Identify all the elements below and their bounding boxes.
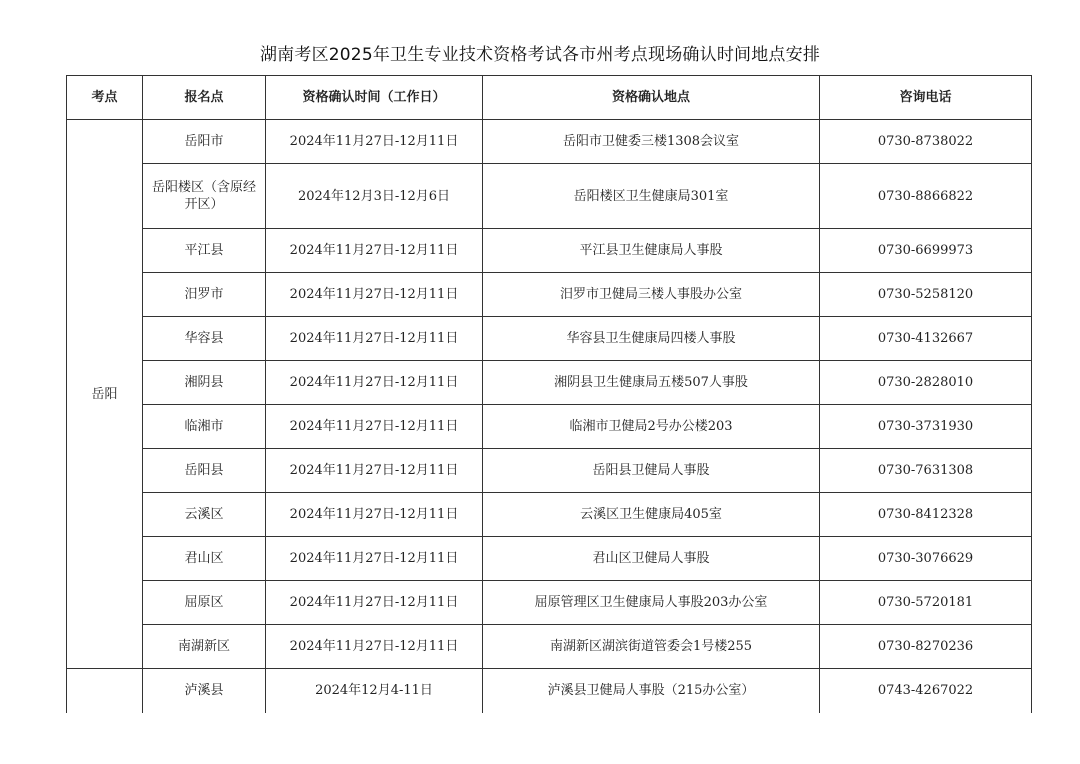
schedule-table — [66, 75, 1032, 713]
site-cell-next — [67, 669, 143, 713]
site-cell-yueyang: 岳阳 — [67, 120, 143, 669]
table-row — [67, 361, 1032, 405]
confirm-time: 2024年11月27日-12月11日 — [266, 229, 483, 273]
table-row — [67, 669, 1032, 713]
table-row — [67, 625, 1032, 669]
table-row — [67, 405, 1032, 449]
phone: 0730-8738022 — [820, 120, 1032, 164]
confirm-place: 岳阳楼区卫生健康局301室 — [483, 164, 820, 229]
registration-point: 湘阴县 — [143, 361, 266, 405]
registration-point: 屈原区 — [143, 581, 266, 625]
table-row — [67, 164, 1032, 229]
confirm-place: 泸溪县卫健局人事股（215办公室） — [483, 669, 820, 713]
confirm-time: 2024年11月27日-12月11日 — [266, 120, 483, 164]
confirm-time: 2024年11月27日-12月11日 — [266, 493, 483, 537]
table-row — [67, 581, 1032, 625]
registration-point: 泸溪县 — [143, 669, 266, 713]
confirm-place: 平江县卫生健康局人事股 — [483, 229, 820, 273]
confirm-place: 汨罗市卫健局三楼人事股办公室 — [483, 273, 820, 317]
table-row — [67, 273, 1032, 317]
confirm-place: 屈原管理区卫生健康局人事股203办公室 — [483, 581, 820, 625]
header-confirm-time: 资格确认时间（工作日） — [266, 76, 483, 120]
header-site: 考点 — [67, 76, 143, 120]
phone: 0730-7631308 — [820, 449, 1032, 493]
confirm-place: 临湘市卫健局2号办公楼203 — [483, 405, 820, 449]
registration-point: 临湘市 — [143, 405, 266, 449]
table-row — [67, 120, 1032, 164]
table-row — [67, 317, 1032, 361]
confirm-time: 2024年11月27日-12月11日 — [266, 405, 483, 449]
confirm-place: 君山区卫健局人事股 — [483, 537, 820, 581]
phone: 0743-4267022 — [820, 669, 1032, 713]
phone: 0730-5720181 — [820, 581, 1032, 625]
confirm-time: 2024年12月4-11日 — [266, 669, 483, 713]
confirm-time: 2024年11月27日-12月11日 — [266, 625, 483, 669]
phone: 0730-8412328 — [820, 493, 1032, 537]
confirm-time: 2024年11月27日-12月11日 — [266, 537, 483, 581]
phone: 0730-6699973 — [820, 229, 1032, 273]
table-row — [67, 537, 1032, 581]
phone: 0730-4132667 — [820, 317, 1032, 361]
confirm-time: 2024年11月27日-12月11日 — [266, 317, 483, 361]
confirm-place: 南湖新区湖滨街道管委会1号楼255 — [483, 625, 820, 669]
registration-point: 岳阳县 — [143, 449, 266, 493]
phone: 0730-5258120 — [820, 273, 1032, 317]
confirm-place: 华容县卫生健康局四楼人事股 — [483, 317, 820, 361]
registration-point: 岳阳楼区（含原经开区） — [143, 164, 266, 229]
registration-point: 岳阳市 — [143, 120, 266, 164]
table-row — [67, 449, 1032, 493]
confirm-place: 岳阳市卫健委三楼1308会议室 — [483, 120, 820, 164]
confirm-time: 2024年12月3日-12月6日 — [266, 164, 483, 229]
registration-point: 平江县 — [143, 229, 266, 273]
phone: 0730-3731930 — [820, 405, 1032, 449]
registration-point: 云溪区 — [143, 493, 266, 537]
registration-point: 汨罗市 — [143, 273, 266, 317]
confirm-time: 2024年11月27日-12月11日 — [266, 361, 483, 405]
confirm-time: 2024年11月27日-12月11日 — [266, 273, 483, 317]
phone: 0730-8270236 — [820, 625, 1032, 669]
header-confirm-place: 资格确认地点 — [483, 76, 820, 120]
confirm-time: 2024年11月27日-12月11日 — [266, 449, 483, 493]
document-title: 湖南考区2025年卫生专业技术资格考试各市州考点现场确认时间地点安排 — [259, 45, 821, 65]
table-row — [67, 493, 1032, 537]
phone: 0730-3076629 — [820, 537, 1032, 581]
table-row — [67, 229, 1032, 273]
schedule-table-container — [66, 75, 1032, 713]
confirm-time: 2024年11月27日-12月11日 — [266, 581, 483, 625]
table-header-row — [67, 76, 1032, 120]
phone: 0730-8866822 — [820, 164, 1032, 229]
header-phone: 咨询电话 — [820, 76, 1032, 120]
registration-point: 华容县 — [143, 317, 266, 361]
confirm-place: 湘阴县卫生健康局五楼507人事股 — [483, 361, 820, 405]
phone: 0730-2828010 — [820, 361, 1032, 405]
registration-point: 君山区 — [143, 537, 266, 581]
header-registration-point: 报名点 — [143, 76, 266, 120]
confirm-place: 岳阳县卫健局人事股 — [483, 449, 820, 493]
registration-point: 南湖新区 — [143, 625, 266, 669]
confirm-place: 云溪区卫生健康局405室 — [483, 493, 820, 537]
